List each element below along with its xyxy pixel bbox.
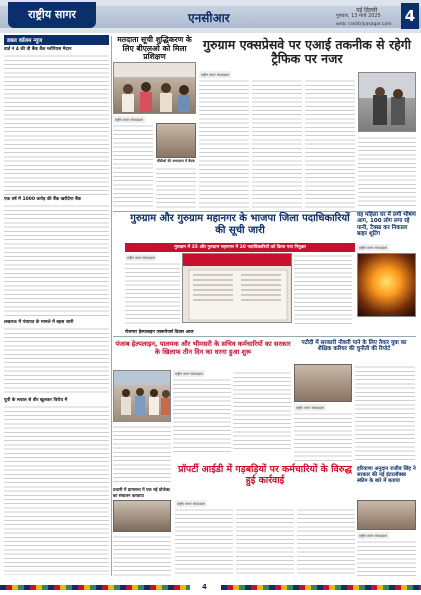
story11-body-1	[175, 507, 233, 577]
footer-bar-left	[0, 585, 190, 590]
story3-body-2	[294, 253, 352, 326]
story1-photo	[113, 62, 196, 114]
story1-body	[113, 123, 153, 208]
left-column	[4, 35, 109, 575]
story1-byline: राष्ट्रीय सागर संवाददाता	[115, 118, 144, 122]
story4-photo	[357, 253, 416, 317]
page-number: 4	[401, 3, 419, 29]
horizontal-rule-2	[113, 336, 416, 337]
story10-headline: पटौदी में सरकारी नौकरी पाने के लिए तैयार युवा का शैक्षिक करियर की चुनौती की रिपोर्ट	[301, 340, 407, 353]
left-body-4	[4, 404, 109, 575]
story8-body-1	[173, 377, 231, 452]
story10-body-2	[355, 364, 415, 463]
story10-body-1	[294, 411, 352, 463]
story8-byline: राष्ट्रीय सागर संवाददाता	[175, 372, 204, 376]
story12-byline: राष्ट्रीय सागर संवाददाता	[359, 534, 388, 538]
paper-name: राष्ट्रीय सागर	[8, 2, 96, 28]
story5-headline: रोजगार हेल्पलाइन एक्सपेयर्स दिवस आज	[125, 330, 194, 335]
story12-headline: हरियाणा अनुदान राजीव सिंह ने सरकार की नई इंटरलॉक्स्ड स्कीम के बारे में बताया	[357, 466, 416, 484]
story3-body-1	[125, 261, 180, 326]
footer-page-mark: 4	[202, 583, 207, 591]
left-sub-4: यूपी के सवाल से वीर खुलकर विरोध में	[4, 398, 68, 403]
story8-headline: पंजाब हेल्पलाइन, पालमक और भीमसरी के सचिव कर्मचारियों का सरकार के खिलाफ तीन दिन का धरना हुआ शुरू	[115, 340, 291, 356]
website: web: rashtriyasagar.com	[336, 22, 392, 27]
story8-body-2	[233, 370, 291, 452]
story2-headline: गुरुग्राम एक्सप्रेसवे पर एआई तकनीक से रहेगी ट्रैफिक पर नजर	[202, 37, 411, 67]
story3-photo-art	[183, 254, 292, 323]
left-sub-1: वार्ड नं 4 की वी बैंक बैंक ग्लोरियस मैदान	[4, 47, 72, 52]
story8-photo	[113, 370, 171, 422]
story1-body-2	[156, 166, 196, 208]
story2-photo	[358, 72, 416, 132]
left-body-2	[4, 203, 109, 318]
story10-photo	[294, 364, 352, 402]
story2-photo-art	[359, 73, 416, 132]
story3-headline: गुरुग्राम और गुरुग्राम महानगर के भाजपा जिला पदाधिकारियों की सूची जारी	[130, 213, 350, 236]
story1-inset-photo	[156, 123, 196, 158]
story10-byline: राष्ट्रीय सागर संवाददाता	[296, 406, 325, 410]
story2-body-2	[252, 78, 302, 208]
masthead	[0, 0, 421, 33]
left-body-3	[4, 326, 109, 396]
footer-bar-right	[221, 585, 421, 590]
column-heading: डबल कॉलम न्यूज	[4, 35, 109, 45]
story1-caption: बीडीओ की अध्यक्षता में बैठक	[157, 159, 195, 163]
section-title: एनसीआर	[188, 11, 230, 25]
left-body-1	[4, 53, 109, 195]
story2-body-1	[199, 78, 249, 208]
story11-byline: राष्ट्रीय सागर संवाददाता	[177, 502, 206, 506]
story9-headline: प्रधानी में ग्रामसभा में एक नई प्रोजेक्ट का संचालन करवाया	[113, 487, 170, 498]
story2-body-4	[358, 135, 416, 208]
story8-photo-art	[114, 371, 171, 422]
story2-body-3	[305, 78, 355, 208]
story12-body	[357, 539, 416, 577]
story4-headline: वह महिला घर में लगी भीषण आग, 100 लोग लगा रहे पानी, टैक्स्ड कर निकाला बाहर शूटिंग	[357, 212, 416, 238]
left-sub-3: लखनऊ में पंचायत के मामले में बहस जारी	[4, 320, 74, 325]
edition-date: गुरुवार, 13 मार्च 2025	[336, 13, 381, 19]
story4-byline: राष्ट्रीय सागर संवाददाता	[359, 246, 388, 250]
story11-headline: प्रॉपर्टी आईडी में गड़बड़ियों पर कर्मचारियों के विरुद्ध हुई कार्रवाई	[178, 464, 352, 486]
story11-body-3	[297, 507, 355, 577]
story2-byline: राष्ट्रीय सागर संवाददाता	[201, 73, 230, 77]
story9-photo	[113, 500, 171, 532]
story1-photo-art	[114, 63, 196, 114]
left-sub-2: एक वर्ष में 1000 करोड़ की बैंक खरीदेगा बैंक	[4, 197, 82, 202]
story3-subhead: गुरुग्राम में 35 और गुरुग्राम महानगर में 30 पदाधिकारियों को किया गया नियुक्त	[125, 243, 355, 252]
story12-photo	[357, 500, 416, 530]
edition-city: नई दिल्ली	[356, 7, 378, 14]
story9-body	[113, 534, 171, 576]
column-rule	[111, 36, 112, 576]
story8-body-3	[113, 424, 171, 484]
footer-strip	[0, 580, 421, 595]
story3-byline: राष्ट्रीय सागर संवाददाता	[127, 256, 156, 260]
story3-photo	[182, 253, 292, 323]
story11-body-2	[236, 507, 294, 577]
story1-headline: मतदाता सूची शुद्धिकरण के लिए बीएलओ को मिला प्रशिक्षण	[117, 35, 192, 62]
